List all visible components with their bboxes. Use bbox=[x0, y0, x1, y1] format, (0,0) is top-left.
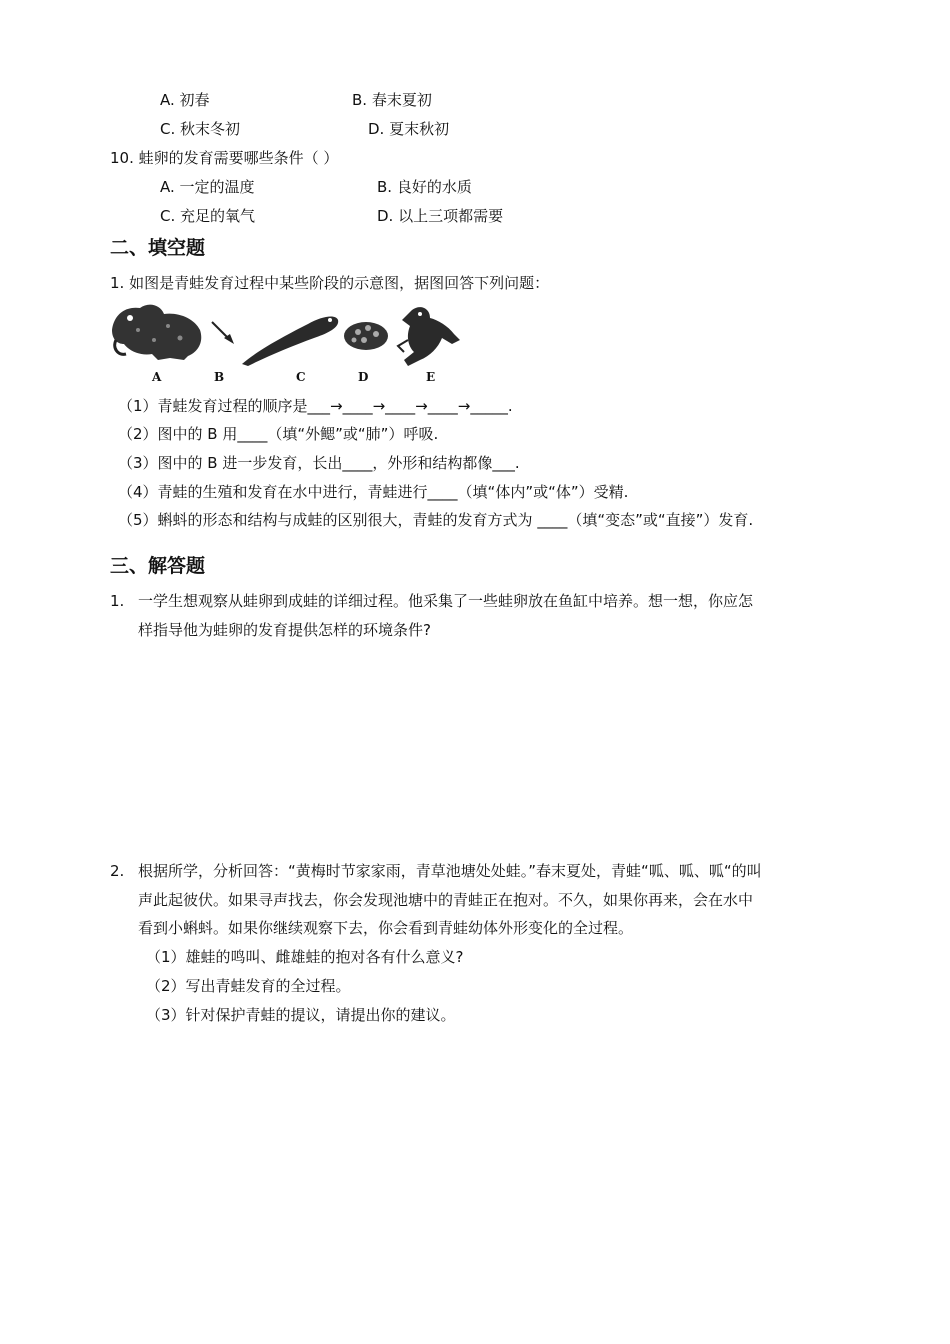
figure-label-d: D bbox=[358, 370, 369, 384]
froglet-image bbox=[398, 307, 460, 366]
section3-q2-sub-2: （2）写出青蛙发育的全过程。 bbox=[146, 977, 351, 995]
q10-option-b: B. 良好的水质 bbox=[377, 178, 472, 196]
frog-development-figure bbox=[108, 300, 468, 390]
adult-frog-image bbox=[112, 305, 201, 360]
q9-option-b: B. 春末夏初 bbox=[352, 91, 432, 109]
frog-development-illustration bbox=[108, 300, 468, 372]
q9-option-a: A. 初春 bbox=[160, 91, 210, 109]
section3-q2-line-3: 看到小蝌蚪。如果你继续观察下去，你会看到青蛙幼体外形变化的全过程。 bbox=[138, 919, 634, 937]
section2-sub-4: （4）青蛙的生殖和发育在水中进行，青蛙进行____（填“体内”或“体”）受精. bbox=[118, 483, 629, 501]
frog-eggs-image bbox=[344, 322, 388, 350]
section2-heading: 二、填空题 bbox=[110, 237, 206, 259]
section2-sub-2: （2）图中的 B 用____（填“外鳃”或“肺”）呼吸. bbox=[118, 425, 439, 443]
q10-option-c: C. 充足的氧气 bbox=[160, 207, 256, 225]
section3-q1-line-1: 一学生想观察从蛙卵到成蛙的详细过程。他采集了一些蛙卵放在鱼缸中培养。想一想，你应怎 bbox=[138, 592, 754, 610]
section2-sub-5: （5）蝌蚪的形态和结构与成蛙的区别很大，青蛙的发育方式为 ____（填“变态”或“直接”）发育. bbox=[118, 511, 754, 529]
q9-option-d: D. 夏末秋初 bbox=[368, 120, 450, 138]
figure-label-b: B bbox=[214, 370, 225, 384]
q10-option-d: D. 以上三项都需要 bbox=[377, 207, 504, 225]
section3-q2-line-1: 根据所学，分析回答：“黄梅时节家家雨，青草池塘处处蛙。”春末夏处，青蛙“呱、呱、呱“的叫 bbox=[138, 862, 762, 880]
section2-sub-3: （3）图中的 B 进一步发育，长出____，外形和结构都像___. bbox=[118, 454, 520, 472]
q10-stem: 10. 蛙卵的发育需要哪些条件（ ） bbox=[110, 149, 339, 167]
figure-label-a: A bbox=[152, 370, 162, 384]
tadpole-with-gills-image bbox=[212, 322, 234, 344]
figure-label-e: E bbox=[426, 370, 436, 384]
section3-heading: 三、解答题 bbox=[110, 555, 206, 577]
section3-q2-number: 2. bbox=[110, 862, 125, 880]
section3-q2-sub-1: （1）雄蛙的鸣叫、雌雄蛙的抱对各有什么意义? bbox=[146, 948, 464, 966]
tadpole-image bbox=[242, 317, 338, 366]
q9-option-c: C. 秋末冬初 bbox=[160, 120, 241, 138]
section2-q1-stem: 1. 如图是青蛙发育过程中某些阶段的示意图，据图回答下列问题： bbox=[110, 274, 550, 292]
q10-option-a: A. 一定的温度 bbox=[160, 178, 255, 196]
section3-q2-sub-3: （3）针对保护青蛙的提议，请提出你的建议。 bbox=[146, 1006, 456, 1024]
figure-label-c: C bbox=[296, 370, 306, 384]
section2-sub-1: （1）青蛙发育过程的顺序是___→____→____→____→_____. bbox=[118, 397, 513, 415]
section3-q1-number: 1. bbox=[110, 592, 125, 610]
section3-q2-line-2: 声此起彼伏。如果寻声找去，你会发现池塘中的青蛙正在抱对。不久，如果你再来，会在水中 bbox=[138, 891, 754, 909]
section3-q1-line-2: 样指导他为蛙卵的发育提供怎样的环境条件? bbox=[138, 621, 431, 639]
